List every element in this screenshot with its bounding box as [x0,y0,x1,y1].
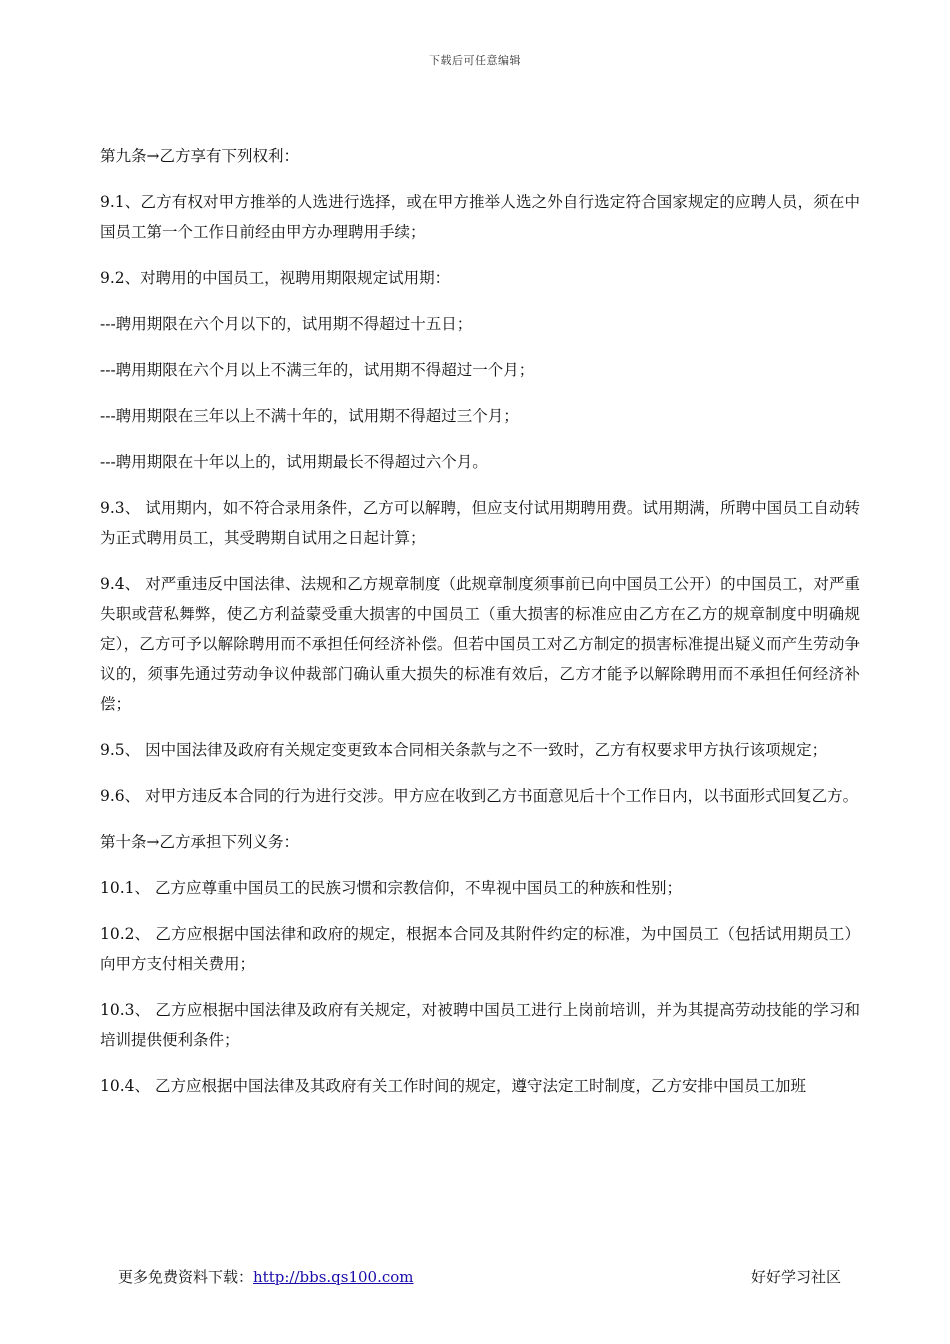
footer-link[interactable]: http://bbs.qs100.com [253,1268,414,1286]
probation-item-3: ---聘用期限在三年以上不满十年的，试用期不得超过三个月； [100,407,519,425]
footer-community-name: 好好学习社区 [751,1268,842,1286]
article-10-heading: 第十条→乙方承担下列义务： [100,833,299,851]
clause-9-4: 9.4、 对严重违反中国法律、法规和乙方规章制度（此规章制度须事前已向中国员工公开）的中国员工，对严重失职或营私舞弊，使乙方利益蒙受重大损害的中国员工（重大损害的标准应由乙方在乙方的规章制度中明确规定），乙方可予以解除聘用而不承担任何经济补偿。但若中国员工对乙方制定的损害标准提出疑义而产生劳动争议的，须事先通过劳动争议仲裁部门确认重大损失的标准有效后，乙方才能予以解除聘用而不承担任何经济补偿； [100,575,860,713]
page-footer [0,1266,950,1290]
clause-9-3: 9.3、 试用期内，如不符合录用条件，乙方可以解聘，但应支付试用期聘用费。试用期满，所聘中国员工自动转为正式聘用员工，其受聘期自试用之日起计算； [100,499,860,547]
clause-9-1: 9.1、乙方有权对甲方推举的人选进行选择，或在甲方推举人选之外自行选定符合国家规定的应聘人员，须在中国员工第一个工作日前经由甲方办理聘用手续； [100,193,860,241]
footer-download-text [118,1266,414,1287]
clause-10-4: 10.4、 乙方应根据中国法律及其政府有关工作时间的规定，遵守法定工时制度，乙方安排中国员工加班 [100,1077,806,1095]
probation-item-2: ---聘用期限在六个月以上不满三年的，试用期不得超过一个月； [100,361,535,379]
clause-9-2: 9.2、对聘用的中国员工，视聘用期限规定试用期： [100,269,451,287]
clause-10-1: 10.1、 乙方应尊重中国员工的民族习惯和宗教信仰，不卑视中国员工的种族和性别； [100,879,682,897]
clause-10-2: 10.2、 乙方应根据中国法律和政府的规定，根据本合同及其附件约定的标准，为中国员工（包括试用期员工）向甲方支付相关费用； [100,925,860,973]
clause-10-3: 10.3、 乙方应根据中国法律及政府有关规定，对被聘中国员工进行上岗前培训，并为其提高劳动技能的学习和培训提供便利条件； [100,1001,860,1049]
footer-label: 更多免费资料下载： [118,1268,254,1286]
probation-item-1: ---聘用期限在六个月以下的，试用期不得超过十五日； [100,315,473,333]
clause-9-6: 9.6、 对甲方违反本合同的行为进行交涉。甲方应在收到乙方书面意见后十个工作日内，以书面形式回复乙方。 [100,787,859,805]
article-9-heading: 第九条→乙方享有下列权利： [100,147,299,165]
clause-9-5: 9.5、 因中国法律及政府有关规定变更致本合同相关条款与之不一致时，乙方有权要求甲方执行该项规定； [100,741,828,759]
probation-item-4: ---聘用期限在十年以上的，试用期最长不得超过六个月。 [100,453,488,471]
page-header: 下载后可任意编辑 [429,54,521,67]
document-body [100,141,860,1117]
